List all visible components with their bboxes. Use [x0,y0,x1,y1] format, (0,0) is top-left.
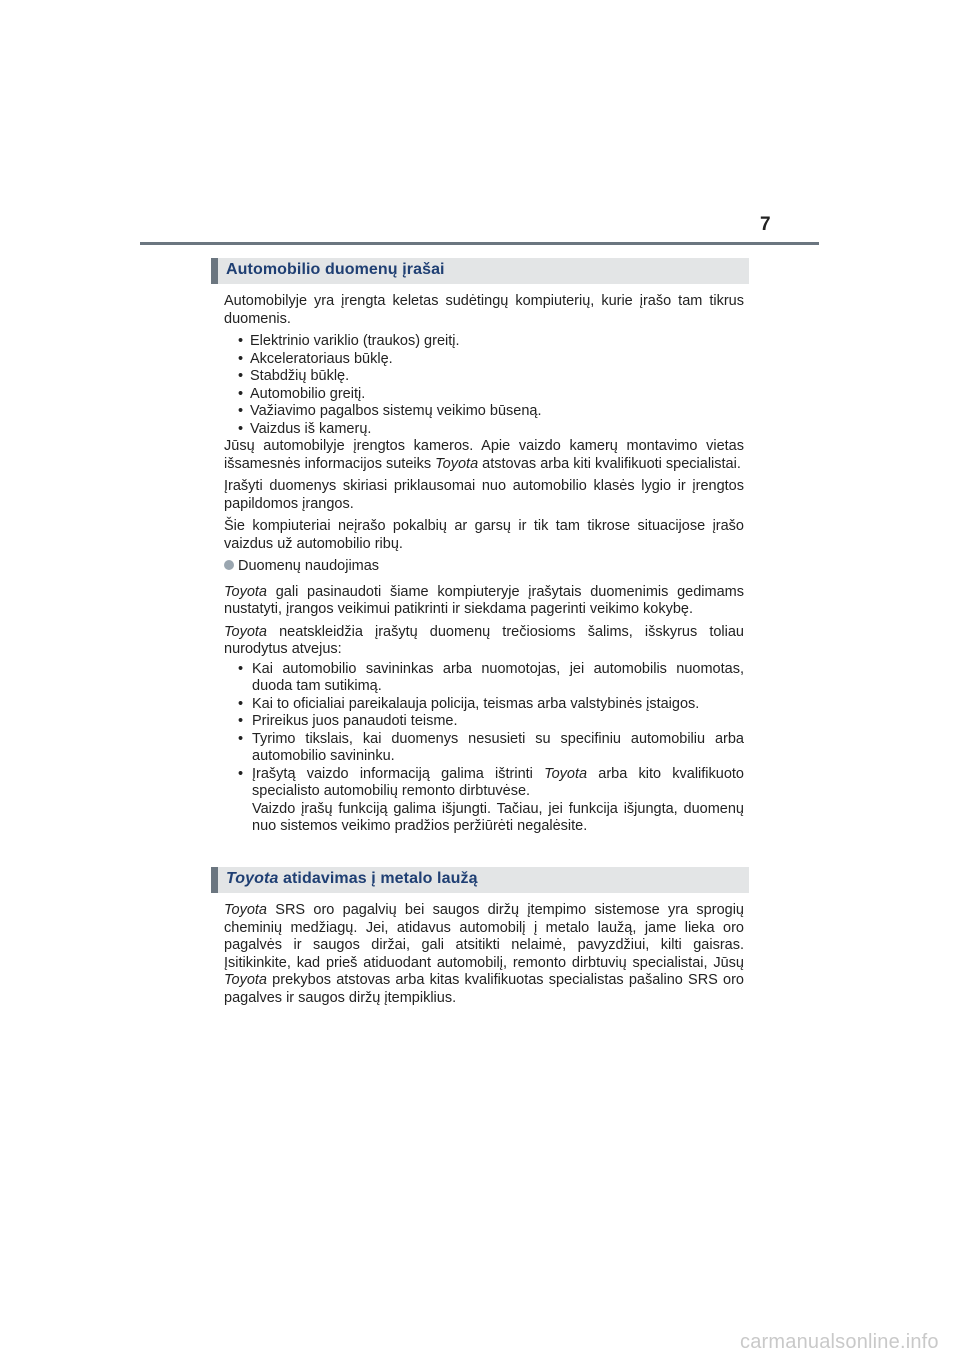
text: prekybos atstovas arba kitas kvalifikuotas specialistas pašalino SRS oro pagalves ir saugos diržų įtempiklius. [224,972,744,1006]
brand-name: Toyota [224,623,267,640]
text: Įrašytą vaizdo informaciją galima ištrinti [252,765,545,782]
list-item: • Elektrinio variklio (traukos) greitį. [238,333,744,351]
text: Jūsų automobilyje įrengtos kameros. Apie vaizdo kamerų montavimo vietas išsamesnės informacijos suteiks [224,438,744,472]
brand-name: Toyota [224,902,267,918]
section-title: Automobilio duomenų įrašai [226,261,445,278]
section-header-vehicle-data [211,258,749,284]
brand-name: Toyota [226,870,279,887]
list-item: • Akceleratoriaus būklę. [238,351,744,369]
list-item: • Stabdžių būklę. [238,368,744,386]
section-body-vehicle-data [224,293,744,836]
list-item: • Tyrimo tikslais, kai duomenys nesusieti su specifiniu automobiliu arba automobilio savininku. [238,731,744,766]
text: arba kito kvalifikuoto specialisto automobilių remonto dirbtuvėse. [252,765,744,799]
text: SRS oro pagalvių bei saugos diržų įtempimo sistemose yra sprogių cheminių medžiagų. Jei, atidavus automobilį į metalo laužą, jame lieka oro pagalvės ir saugos diržai, gali atsitikti nelaimė, pavyzdžiui, kilti gaisras. Įsitikinkite, kad prieš atiduodant automobilį, remonto dirbtuvių specialistai, Jūsų [224,902,744,971]
title-text: atidavimas į metalo laužą [278,870,478,887]
list-item: • Važiavimo pagalbos sistemų veikimo būseną. [238,403,744,421]
section-accent [211,258,218,284]
list-item: • Kai to oficialiai pareikalauja policija, teismas arba valstybinės įstaigos. [238,696,744,714]
list-item: • Kai automobilio savininkas arba nuomotojas, jei automobilis nuomotas, duoda tam sutikimą. [238,661,744,696]
section-title [226,870,478,888]
recorded-data-list [238,333,744,438]
no-audio-paragraph: Šie kompiuteriai neįrašo pokalbių ar garsų ir tik tam tikrose situacijose įrašo vaizdus už automobilio ribų. [224,518,744,552]
scrapping-paragraph [224,902,744,1007]
text: neatskleidžia įrašytų duomenų trečiosioms šalims, išskyrus toliau nurodytus atvejus: [224,623,744,657]
list-item: • Prireikus juos panaudoti teisme. [238,713,744,731]
list-item: • Vaizdus iš kamerų. [238,421,744,439]
brand-name: Toyota [224,583,267,600]
usage-heading [224,558,744,576]
page-number: 7 [760,214,771,235]
list-item [238,766,744,836]
section-header-scrapping [211,867,749,893]
watermark: carmanualsonline.info [740,1331,939,1353]
disclosure-paragraph [224,624,744,659]
list-item: • Automobilio greitį. [238,386,744,404]
circle-bullet-icon [224,560,234,570]
note-text: Vaizdo įrašų funkciją galima išjungti. Tačiau, jei funkcija išjungta, duomenų nuo sistemos veikimo pradžios peržiūrėti negalėsite. [252,800,744,834]
brand-name: Toyota [224,972,267,988]
brand-name: Toyota [544,765,588,782]
camera-paragraph [224,438,744,473]
section-accent [211,867,218,893]
disclosure-cases-list [238,661,744,836]
usage-paragraph [224,584,744,619]
intro-paragraph: Automobilyje yra įrengta keletas sudėtingų kompiuterių, kurie įrašo tam tikrus duomenis. [224,293,744,327]
text: gali pasinaudoti šiame kompiuteryje įrašytais duomenimis gedimams nustatyti, įrangos veikimui patikrinti ir siekdama pagerinti veikimo kokybę. [224,583,744,617]
top-rule [140,242,819,245]
text: atstovas arba kiti kvalifikuoti specialistai. [478,455,741,472]
brand-name: Toyota [435,455,479,472]
section-body-scrapping [224,902,744,1012]
data-varies-paragraph: Įrašyti duomenys skiriasi priklausomai nuo automobilio klasės lygio ir įrengtos papildomos įrangos. [224,478,744,512]
usage-heading-text: Duomenų naudojimas [238,558,380,574]
